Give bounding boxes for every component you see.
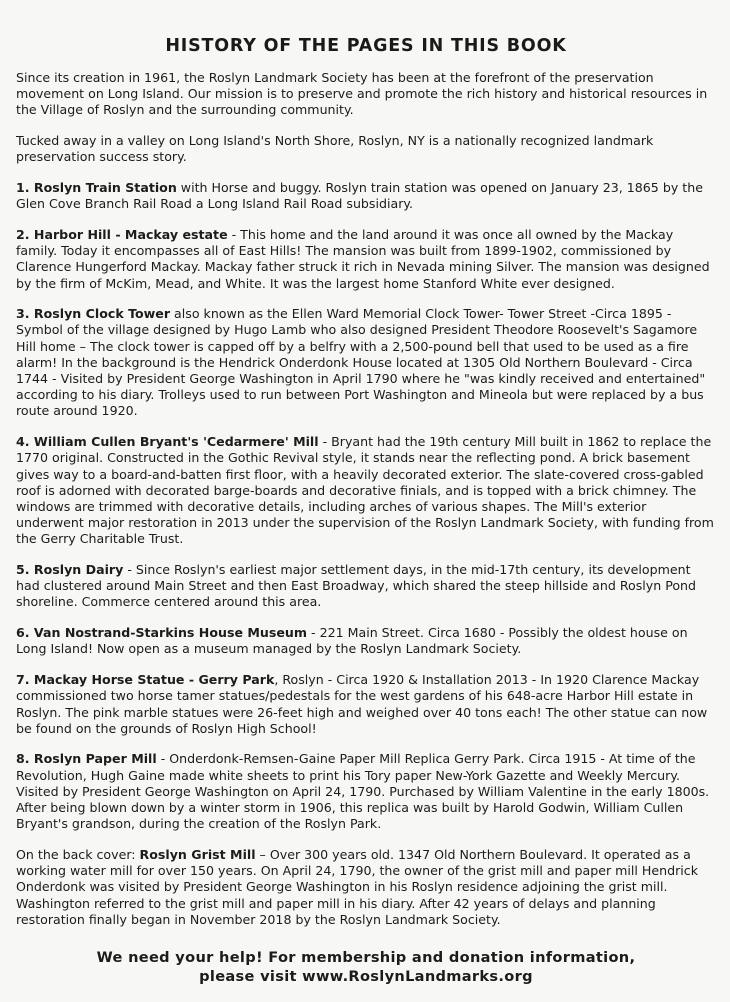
call-to-action-line: We need your help! For membership and donation information, (96, 948, 636, 966)
entry-text: - Bryant had the 19th century Mill built in 1862 to replace the 1770 original. Constructed in the Gothic Revival style, it stands near the reflecting pond. A brick basement gives way to a board-and-batten first floor, with a heavily decorated exterior. The slate-covered cross-gabled roof is adorned with decorated barge-boards and decorative finials, and is topped with a brick chimney. The windows are trimmed with decorative details, including arches of various shapes. The Mill's exterior underwent major restoration in 2013 under the supervision of the Roslyn Landmark Society, with funding from the Gerry Charitable Trust. (16, 434, 714, 547)
call-to-action (16, 948, 716, 986)
entry-heading: 8. Roslyn Paper Mill (16, 751, 157, 767)
intro-paragraph: Tucked away in a valley on Long Island's North Shore, Roslyn, NY is a nationally recognized landmark preservation success story. (16, 133, 654, 165)
back-cover-heading: Roslyn Grist Mill (139, 846, 256, 862)
back-cover-paragraph (16, 847, 716, 928)
entry-heading: 2. Harbor Hill - Mackay estate (16, 226, 228, 242)
entry-text: with Horse and buggy. Roslyn train station was opened on January 23, 1865 by the Glen Cove Branch Rail Road a Long Island Rail Road subsidiary. (16, 180, 703, 212)
entry-text: - This home and the land around it was once all owned by the Mackay family. Today it encompasses all of East Hills! The mansion was built from 1899-1902, commissioned by Clarence Hungerford Mackay. Mackay father struck it rich in Nevada mining Silver. The mansion was designed by the firm of McKim, Mead, and White. It was the largest home Stanford White ever designed. (16, 226, 710, 291)
website-line: please visit www.RoslynLandmarks.org (199, 967, 533, 985)
entry-paragraph (16, 180, 716, 212)
entry-paragraph (16, 625, 716, 657)
entry-text: - Since Roslyn's earliest major settlement days, in the mid-17th century, its development had clustered around Main Street and then East Broadway, which shared the steep hillside and Roslyn Pond shoreline. Commerce centered around this area. (16, 562, 697, 610)
intro-paragraph: Since its creation in 1961, the Roslyn Landmark Society has been at the forefront of the preservation movement on Long Island. Our mission is to preserve and promote the rich history and historical resources in the Village of Roslyn and the surrounding community. (16, 70, 708, 118)
page-title: HISTORY OF THE PAGES IN THIS BOOK (165, 36, 567, 56)
back-cover-text: – Over 300 years old. 1347 Old Northern Boulevard. It operated as a working water mill for over 150 years. On April 24, 1790, the owner of the grist mill and paper mill Hendrick Onderdonk was visited by President George Washington in his Roslyn residence adjoining the grist mill. Washington referred to the grist mill and paper mill in his diary. After 42 years of delays and planning restoration finally began in November 2018 by the Roslyn Landmark Society. (16, 846, 699, 927)
entry-text: , Roslyn - Circa 1920 & Installation 2013 - In 1920 Clarence Mackay commissioned two horse tamer statues/pedestals for the west gardens of his 648-acre Harbor Hill estate in Roslyn. The pink marble statues were 26-feet high and weighed over 40 tons each! The other statue can now be found on the grounds of Roslyn High School! (16, 672, 708, 736)
entry-text: - 221 Main Street. Circa 1680 - Possibly the oldest house on Long Island! Now open as a museum managed by the Roslyn Landmark Society. (16, 625, 688, 657)
entry-paragraph (16, 306, 716, 419)
entry-heading: 1. Roslyn Train Station (16, 180, 177, 196)
entry-heading: 7. Mackay Horse Statue - Gerry Park (16, 672, 275, 688)
entry-paragraph (16, 562, 716, 611)
entry-paragraph (16, 227, 716, 292)
entry-text: - Onderdonk-Remsen-Gaine Paper Mill Replica Gerry Park. Circa 1915 - At time of the Revolution, Hugh Gaine made white sheets to print his Tory paper New-York Gazette and Weekly Mercury. Visited by President George Washington on April 24, 1790. Purchased by William Valentine in the early 1800s. After being blown down by a winter storm in 1906, this replica was built by Harold Godwin, William Cullen Bryant's grandson, during the creation of the Roslyn Park. (16, 751, 710, 832)
back-cover-prefix: On the back cover: (16, 846, 140, 862)
entry-text: also known as the Ellen Ward Memorial Clock Tower- Tower Street -Circa 1895 - Symbol of the village designed by Hugo Lamb who also designed President Theodore Roosevelt's Sagamore Hill home – The clock tower is capped off by a belfry with a 2,500-pound bell that used to be used as a fire alarm! In the background is the Hendrick Onderdonk House located at 1305 Old Northern Boulevard - Circa 1744 - Visited by President George Washington in April 1790 where he "was kindly received and entertained" according to his diary. Trolleys used to run between Port Washington and Mineola but were replaced by a bus route around 1920. (16, 306, 706, 419)
entry-paragraph (16, 672, 716, 737)
entry-heading: 3. Roslyn Clock Tower (16, 306, 171, 322)
entry-paragraph (16, 751, 716, 832)
entry-heading: 5. Roslyn Dairy (16, 562, 124, 578)
entry-paragraph (16, 434, 716, 547)
entry-heading: 6. Van Nostrand-Starkins House Museum (16, 625, 308, 641)
entry-heading: 4. William Cullen Bryant's 'Cedarmere' Mill (16, 434, 319, 450)
